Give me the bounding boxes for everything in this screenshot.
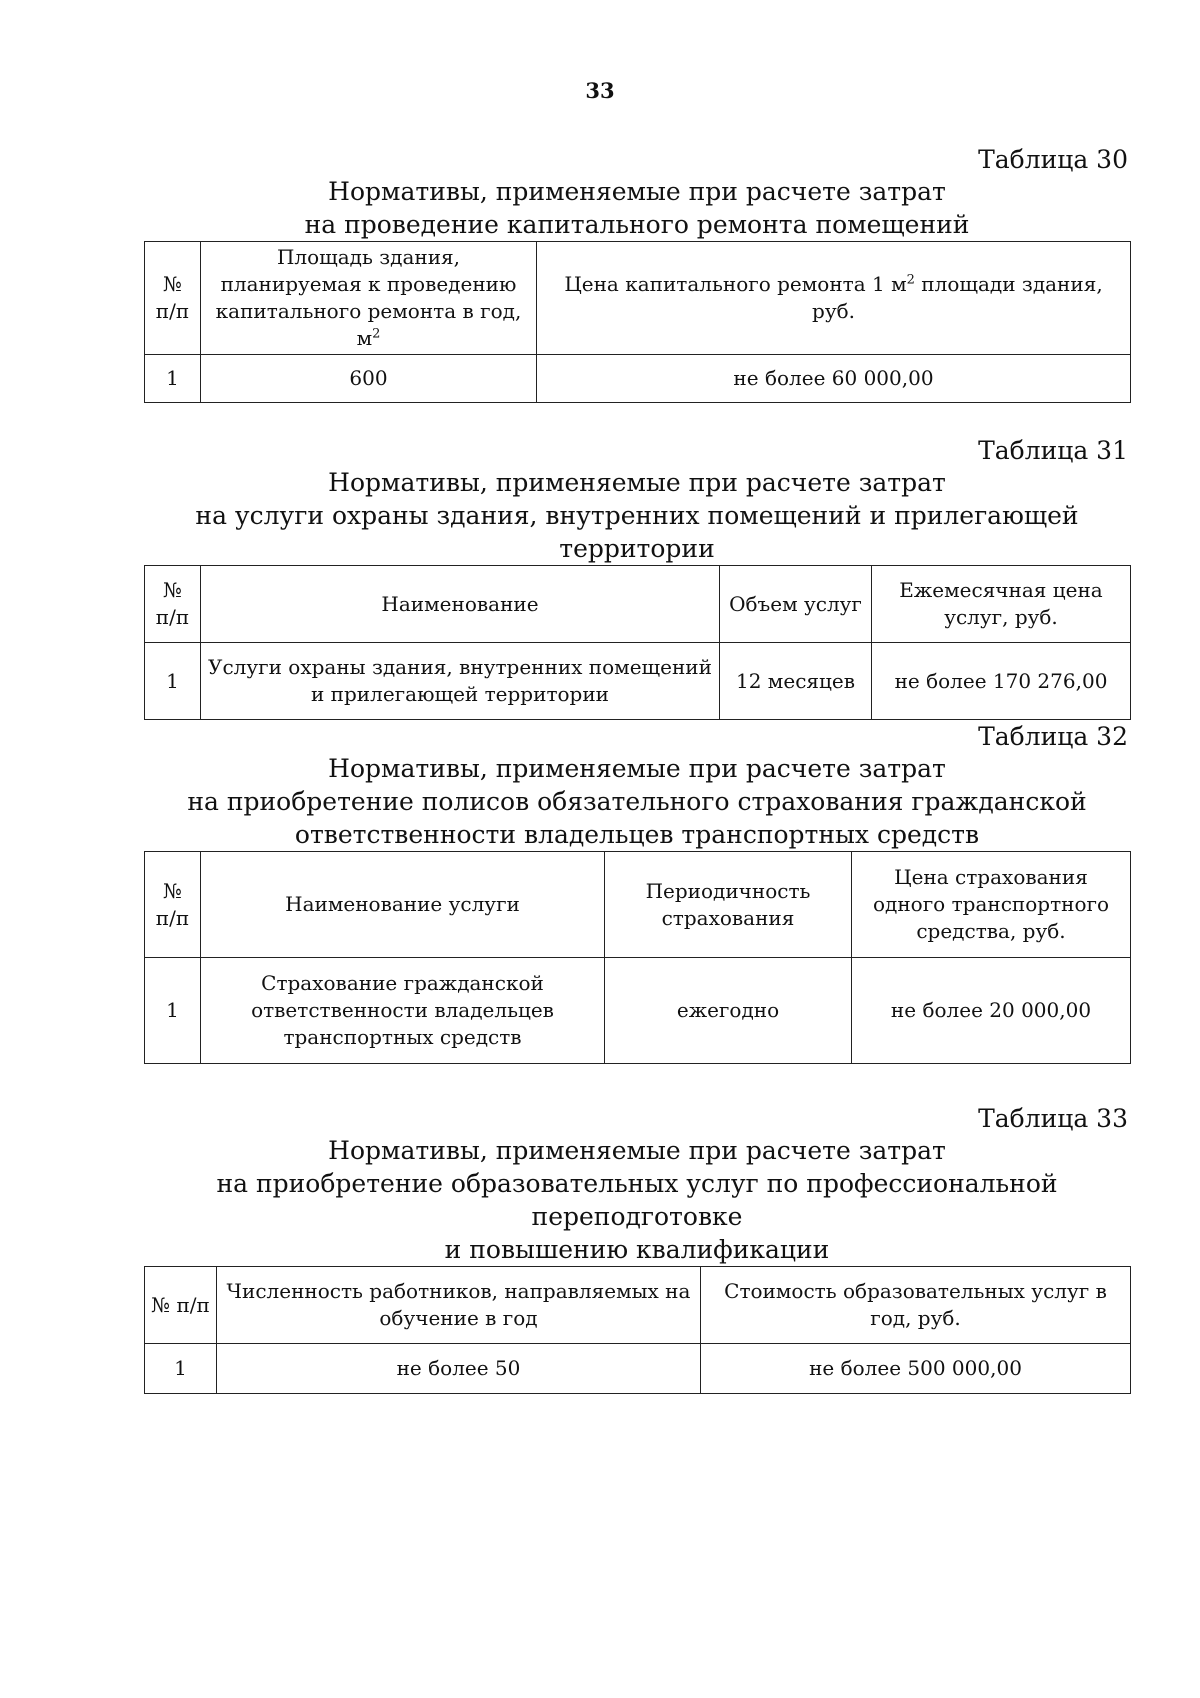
table-31-title-line: на услуги охраны здания, внутренних помещений и прилегающей территории xyxy=(195,501,1079,563)
table-32-title-line: Нормативы, применяемые при расчете затрат xyxy=(328,754,946,783)
table-cell: не более 50 xyxy=(217,1344,701,1394)
table-cell: ежегодно xyxy=(605,958,852,1064)
header-cell: Ежемесячная цена услуг, руб. xyxy=(872,566,1131,643)
table-cell: Услуги охраны здания, внутренних помещений и прилегающей территории xyxy=(201,643,720,720)
table-cell: не более 60 000,00 xyxy=(537,355,1131,403)
table-31 xyxy=(144,565,1131,720)
table-30-block xyxy=(144,145,1130,403)
header-cell-text: Площадь здания, планируемая к проведению капитального ремонта в год, м xyxy=(215,245,522,350)
header-cell xyxy=(201,242,537,355)
table-32-header-row xyxy=(145,852,1131,958)
header-cell: Объем услуг xyxy=(720,566,872,643)
header-cell: № п/п xyxy=(145,242,201,355)
table-cell: не более 500 000,00 xyxy=(701,1344,1131,1394)
table-30 xyxy=(144,241,1131,403)
table-32 xyxy=(144,851,1131,1064)
table-33 xyxy=(144,1266,1131,1394)
table-32-title xyxy=(144,752,1130,851)
table-30-header-row xyxy=(145,242,1131,355)
page-number: 33 xyxy=(585,78,615,103)
table-31-title xyxy=(144,466,1130,565)
table-32-title-line: на приобретение полисов обязательного страхования гражданской xyxy=(187,787,1087,816)
table-row xyxy=(145,1344,1131,1394)
superscript: 2 xyxy=(906,272,915,288)
table-30-title xyxy=(144,175,1130,241)
header-cell: Наименование xyxy=(201,566,720,643)
table-33-block xyxy=(144,1104,1130,1394)
table-33-title-line: на приобретение образовательных услуг по профессиональной переподготовке xyxy=(216,1169,1058,1231)
header-cell: № п/п xyxy=(145,566,201,643)
header-cell: Численность работников, направляемых на обучение в год xyxy=(217,1267,701,1344)
header-cell: № п/п xyxy=(145,1267,217,1344)
table-33-header-row xyxy=(145,1267,1131,1344)
header-cell-text: площади здания, руб. xyxy=(812,272,1103,323)
table-row xyxy=(145,355,1131,403)
table-row xyxy=(145,958,1131,1064)
table-cell: 600 xyxy=(201,355,537,403)
table-cell: 1 xyxy=(145,1344,217,1394)
table-row xyxy=(145,643,1131,720)
header-cell xyxy=(537,242,1131,355)
table-32-block xyxy=(144,722,1130,1064)
table-cell: не более 170 276,00 xyxy=(872,643,1131,720)
table-cell: 12 месяцев xyxy=(720,643,872,720)
superscript: 2 xyxy=(372,326,381,342)
table-cell: Страхование гражданской ответственности владельцев транспортных средств xyxy=(201,958,605,1064)
header-cell: № п/п xyxy=(145,852,201,958)
table-31-label: Таблица 31 xyxy=(978,436,1128,465)
table-30-label: Таблица 30 xyxy=(978,145,1128,174)
table-30-title-line: на проведение капитального ремонта помещений xyxy=(304,210,970,239)
header-cell: Периодичность страхования xyxy=(605,852,852,958)
table-cell: 1 xyxy=(145,958,201,1064)
table-33-title xyxy=(144,1134,1130,1266)
table-31-block xyxy=(144,436,1130,720)
table-cell: 1 xyxy=(145,355,201,403)
table-31-header-row xyxy=(145,566,1131,643)
header-cell: Наименование услуги xyxy=(201,852,605,958)
table-32-label: Таблица 32 xyxy=(978,722,1128,751)
table-33-title-line: Нормативы, применяемые при расчете затрат xyxy=(328,1136,946,1165)
header-cell: Стоимость образовательных услуг в год, руб. xyxy=(701,1267,1131,1344)
table-30-title-line: Нормативы, применяемые при расчете затрат xyxy=(328,177,946,206)
header-cell-text: Цена капитального ремонта 1 м xyxy=(564,272,907,296)
table-33-label: Таблица 33 xyxy=(978,1104,1128,1133)
table-33-title-line: и повышению квалификации xyxy=(444,1235,830,1264)
table-31-title-line: Нормативы, применяемые при расчете затрат xyxy=(328,468,946,497)
table-32-title-line: ответственности владельцев транспортных средств xyxy=(294,820,980,849)
header-cell: Цена страхования одного транспортного средства, руб. xyxy=(852,852,1131,958)
table-cell: 1 xyxy=(145,643,201,720)
table-cell: не более 20 000,00 xyxy=(852,958,1131,1064)
